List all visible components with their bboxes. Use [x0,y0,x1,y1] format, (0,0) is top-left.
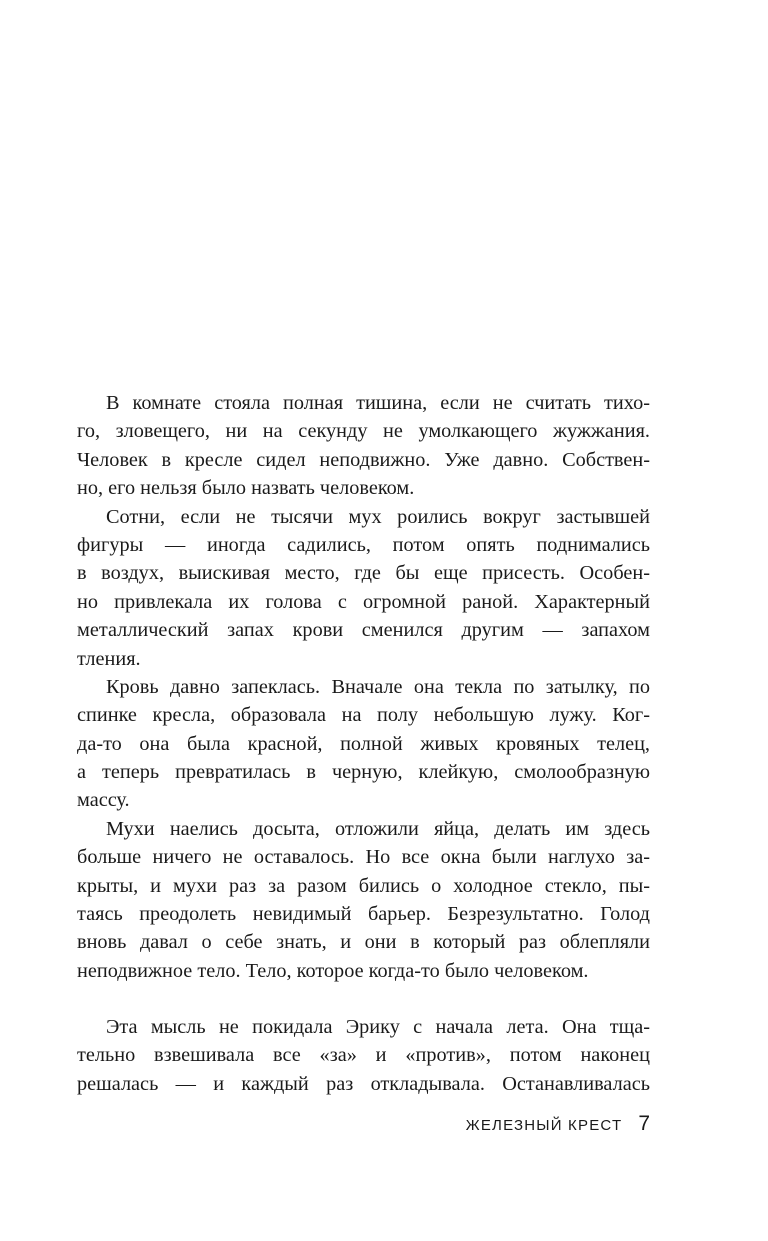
text-line: а теперь превратилась в черную, клейкую, смолообразную [77,761,650,784]
text-line: Эта мысль не покидала Эрику с начала лета. Она тща- [106,1016,650,1038]
text-line: неподвижное тело. Тело, которое когда-то было человеком. [77,959,589,982]
running-footer [466,1112,650,1144]
text-line: решалась — и каждый раз откладывала. Останавливалась [77,1072,650,1095]
text-line: крыты, и мухи раз за разом бились о холодное стекло, пы- [77,874,650,897]
text-line: да-то она была красной, полной живых кровяных телец, [77,732,650,755]
paragraph [77,673,650,815]
paragraph [77,503,650,673]
text-line: тления. [77,647,141,670]
text-line: Сотни, если не тысячи мух роились вокруг застывшей [106,505,650,528]
text-line: массу. [77,789,130,812]
text-line: фигуры — иногда садились, потом опять поднимались [77,533,650,556]
text-line: В комнате стояла полная тишина, если не считать тихо- [106,392,650,414]
text-line: больше ничего не оставалось. Но все окна были наглухо за- [77,846,650,869]
paragraph [77,389,650,503]
text-line: но, его нельзя было назвать человеком. [77,477,415,500]
text-line: металлический запах крови сменился другим — запахом [77,619,650,642]
text-line: тельно взвешивала все «за» и «против», потом наконец [77,1044,650,1067]
text-line: в воздух, выискивая место, где бы еще присесть. Особен- [77,562,650,585]
paragraph [77,815,650,985]
book-title: ЖЕЛЕЗНЫЙ КРЕСТ [465,1117,623,1134]
text-line: го, зловещего, ни на секунду не умолкающего жужжания. [77,420,650,443]
page-number: 7 [638,1112,650,1135]
text-line: но привлекала их голова с огромной раной. Характерный [77,590,650,613]
body-text-top [77,389,650,985]
text-line: Мухи наелись досыта, отложили яйца, делать им здесь [106,817,650,840]
text-line: вновь давал о себе знать, и они в который раз облепляли [77,931,650,954]
text-line: Человек в кресле сидел неподвижно. Уже давно. Собствен- [77,448,650,471]
text-line: таясь преодолеть невидимый барьер. Безрезультатно. Голод [77,903,650,926]
text-line: Кровь давно запеклась. Вначале она текла по затылку, по [106,675,650,698]
paragraph [77,1013,650,1098]
body-text-bottom [77,1013,650,1098]
text-line: спинке кресла, образовала на полу небольшую лужу. Ког- [77,704,650,727]
